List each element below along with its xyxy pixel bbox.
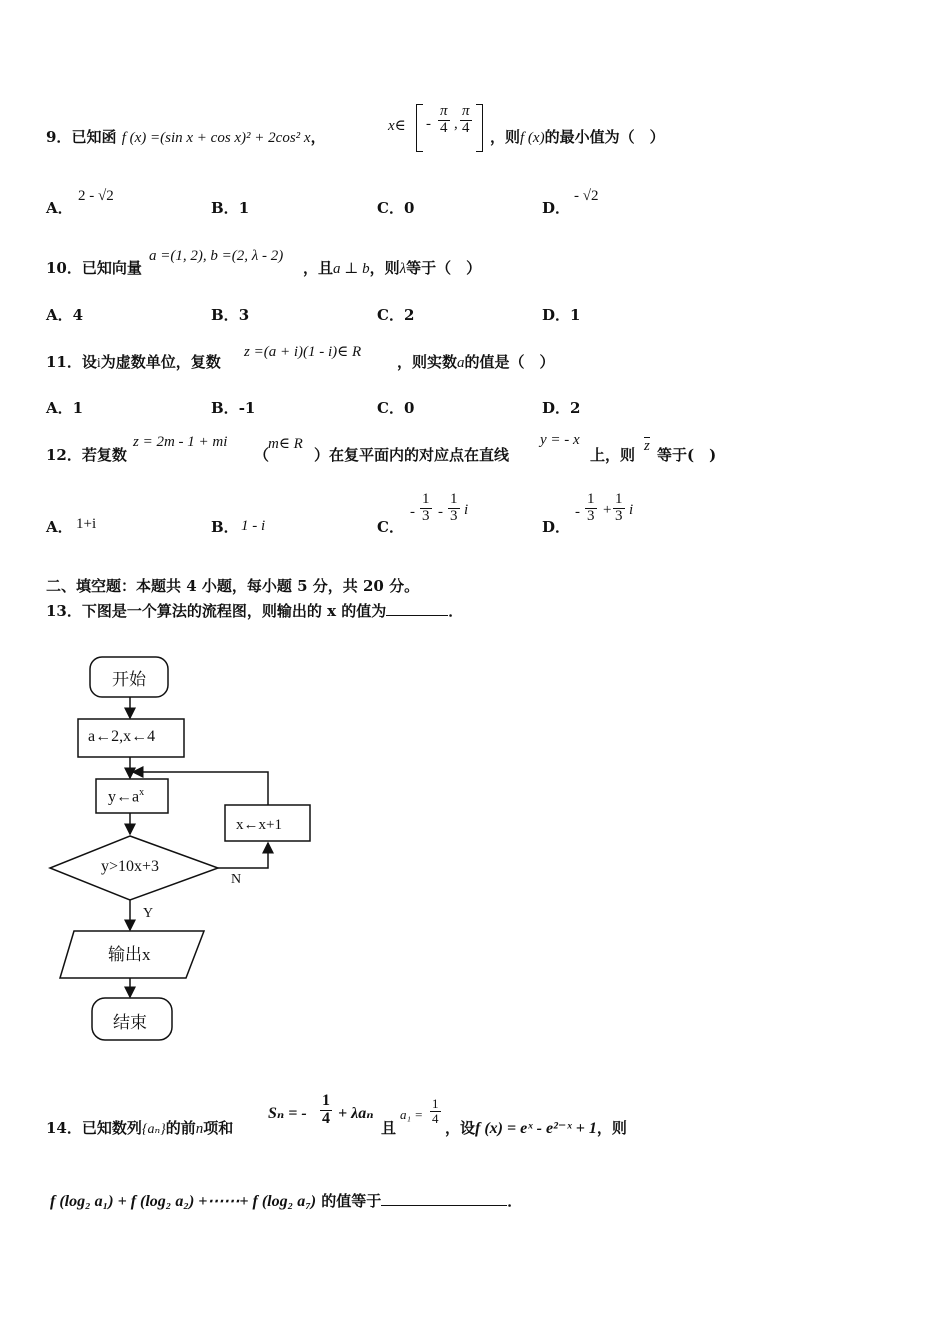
math-expression: λ — [399, 261, 407, 277]
q14-line-3 — [50, 1190, 522, 1211]
punctuation: ， — [310, 128, 326, 146]
question-text: 等于（ ） — [406, 259, 482, 277]
question-text: 已知函 — [71, 128, 117, 146]
q12-option-c: C． — [377, 518, 404, 536]
question-text: 为虚数单位，复数 — [100, 353, 221, 371]
math-expression: a =(1, 2), b =(2, λ - 2) — [149, 248, 284, 264]
question-text: 已知向量 — [81, 259, 142, 277]
q10-option-c: C．2 — [377, 306, 415, 324]
q9-line — [46, 126, 326, 147]
question-number: 10． — [46, 259, 82, 277]
question-text: 若复数 — [81, 446, 127, 464]
question-number: 9． — [46, 128, 72, 146]
flowchart-condition-label: y>10x+3 — [101, 858, 160, 875]
q10-line — [46, 257, 142, 278]
punctuation: ． — [448, 602, 464, 620]
question-text: 上，则 — [590, 446, 636, 464]
q12-option-b: B． — [211, 518, 239, 536]
q11-option-b: B．-1 — [211, 399, 256, 417]
flowchart-start-label: 开始 — [112, 670, 146, 689]
punctuation: （ — [254, 446, 270, 464]
question-text: 项和 — [203, 1119, 234, 1137]
q12-option-a: A． — [46, 518, 73, 536]
question-text: 已知数列 — [81, 1119, 142, 1137]
question-text: ，且 — [303, 259, 334, 277]
q9-option-b: B．1 — [211, 199, 250, 217]
flowchart-init-label: a←2,x←4 — [88, 728, 156, 745]
math-expression: y = - x — [540, 432, 580, 448]
question-text: 设 — [81, 353, 97, 371]
question-text: 的前 — [165, 1119, 196, 1137]
q9-option-a: A． — [46, 199, 73, 217]
fraction: $\frac{\pi}{4}$ — [440, 103, 448, 136]
q10-line-2 — [303, 257, 481, 278]
math-expression: n — [195, 1121, 204, 1137]
q12-option-a-value: 1+i — [76, 516, 97, 532]
punctuation: ． — [507, 1192, 523, 1210]
q14-line — [46, 1117, 233, 1138]
question-text: ，设 — [445, 1119, 476, 1137]
minus-sign: - — [426, 116, 431, 132]
q11-option-a: A．1 — [46, 399, 84, 417]
question-text: 等于( ) — [657, 446, 717, 464]
q13-line — [46, 600, 463, 621]
fraction: $\frac{\pi}{4}$ — [462, 103, 470, 136]
flowchart-yes-label: Y — [143, 906, 154, 921]
question-text: 的值是（ ） — [464, 353, 555, 371]
q14-line-2 — [445, 1117, 627, 1138]
question-text: ，则 — [369, 259, 400, 277]
math-expression: f (x) — [520, 130, 545, 146]
q11-option-c: C．0 — [377, 399, 415, 417]
q9-option-a-value: 2 - √2 — [78, 188, 114, 204]
question-number: 14． — [46, 1119, 82, 1137]
math-expression: {aₙ} — [141, 1122, 166, 1137]
question-text: ，则 — [596, 1119, 627, 1137]
answer-blank — [386, 601, 448, 616]
q12-option-d-value: - $\frac{1}{3}$ + $\frac{1}{3}$ i — [575, 491, 634, 524]
q10-option-a: A．4 — [46, 306, 84, 324]
flowchart-no-label: N — [231, 872, 242, 887]
flowchart-assign-label: $y\leftarrow a^x$ — [108, 787, 145, 806]
flowchart — [40, 650, 330, 1050]
q12-line — [46, 444, 127, 465]
question-text: ，则实数 — [397, 353, 458, 371]
flow-arrow-no — [218, 843, 268, 868]
question-text: ，则 — [490, 128, 521, 146]
question-text: 且 — [381, 1119, 397, 1137]
z-conjugate: z — [644, 438, 650, 454]
math-expression: f (x) =(sin x + cos x)² + 2cos² x — [121, 130, 311, 146]
punctuation: , — [454, 116, 458, 132]
q11-option-d: D．2 — [542, 399, 581, 417]
math-expression: f (x) = eˣ - e²⁻ˣ + 1 — [475, 1120, 597, 1137]
math-expression: f (log₂ a₁) + f (log₂ a₂) +⋯⋯+ f (log₂ a₇) — [50, 1193, 317, 1210]
q9-option-d-value: - √2 — [574, 188, 599, 204]
q9-tail — [490, 126, 665, 147]
flowchart-increment-label: x←x+1 — [236, 817, 282, 833]
math-expression: a — [457, 355, 465, 371]
question-text: 下图是一个算法的流程图，则输出的 x 的值为 — [81, 602, 387, 620]
q14-sn: Sₙ = - $\frac{1}{4}$ + λaₙ — [268, 1092, 374, 1127]
q12-option-c-value: - $\frac{1}{3}$ - $\frac{1}{3}$ i — [410, 491, 469, 524]
q9-option-d: D． — [542, 199, 571, 217]
math-expression: i — [96, 356, 101, 371]
q12-option-b-value: 1 - i — [241, 518, 266, 534]
flowchart-output-label: 输出x — [108, 945, 151, 964]
section-title: 二、填空题：本题共 4 小题，每小题 5 分，共 20 分。 — [46, 577, 420, 595]
math-expression: x∈ — [388, 118, 406, 134]
question-number: 12． — [46, 446, 82, 464]
q9-option-c: C．0 — [377, 199, 415, 217]
math-expression: z = 2m - 1 + mi — [133, 434, 228, 450]
math-expression: a ⊥ b — [333, 261, 370, 277]
flowchart-end-label: 结束 — [113, 1013, 147, 1032]
question-text: 的最小值为（ ） — [544, 128, 665, 146]
question-number: 11． — [46, 353, 82, 371]
question-text: 的值等于 — [321, 1192, 382, 1210]
q12-option-d: D． — [542, 518, 571, 536]
q10-option-d: D．1 — [542, 306, 581, 324]
answer-blank — [381, 1191, 507, 1206]
right-bracket — [476, 104, 483, 152]
question-text: ）在复平面内的对应点在直线 — [314, 446, 510, 464]
q10-option-b: B．3 — [211, 306, 250, 324]
left-bracket — [416, 104, 423, 152]
math-expression: m∈ R — [268, 436, 303, 452]
q11-line-2 — [397, 351, 555, 372]
q14-a1: a₁ = $\frac{1}{4}$ — [400, 1096, 439, 1126]
math-expression: z =(a + i)(1 - i)∈ R — [244, 344, 362, 360]
q11-line — [46, 351, 221, 372]
question-number: 13． — [46, 602, 82, 620]
